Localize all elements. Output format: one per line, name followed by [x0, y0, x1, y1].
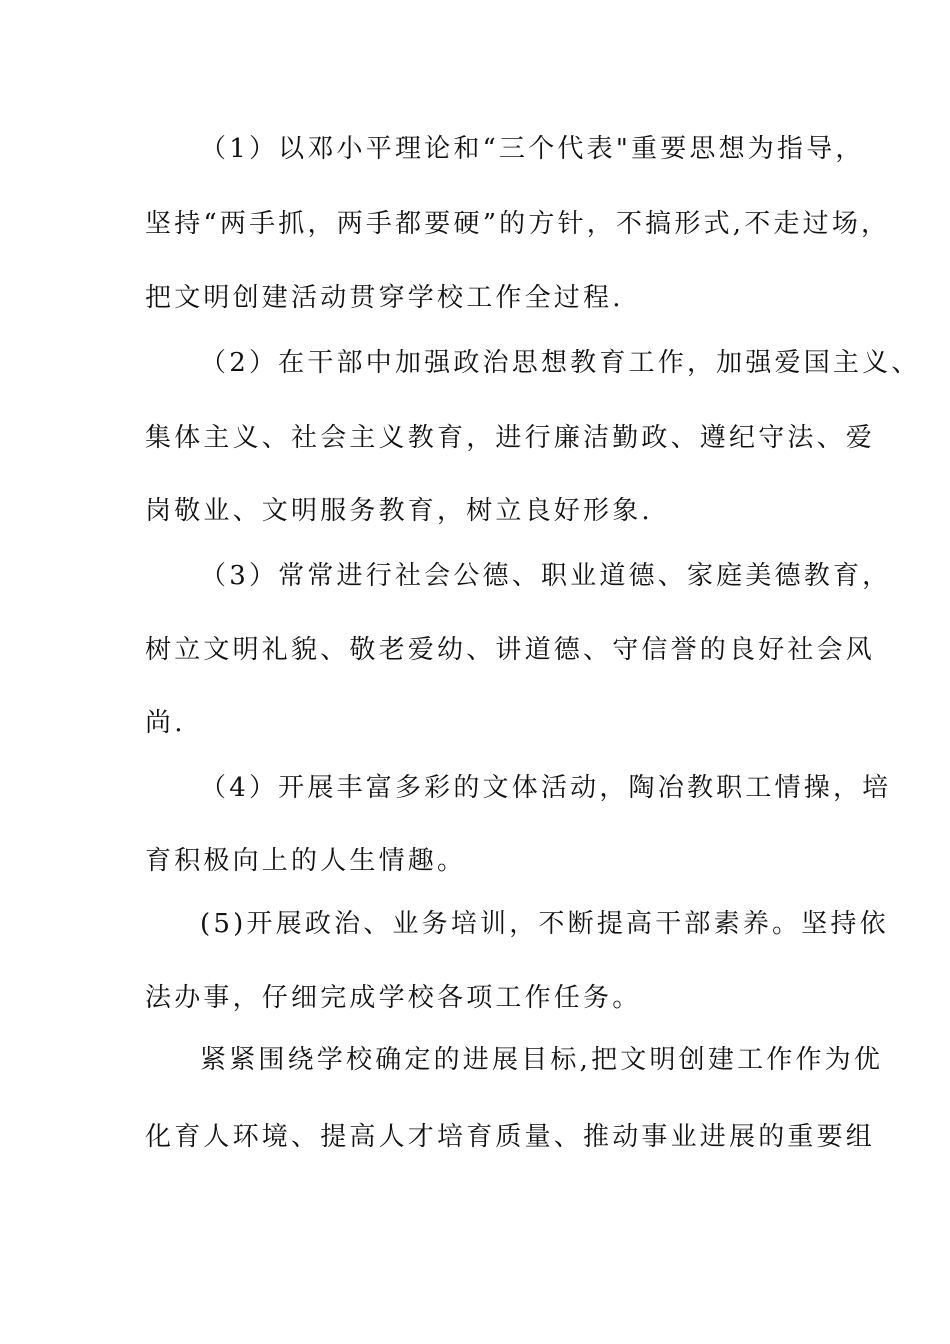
paragraph-1-line-1: （1）以邓小平理论和“三个代表"重要思想为指导，: [200, 134, 865, 164]
paragraph-2-line-1: （2）在干部中加强政治思想教育工作，加强爱国主义、: [200, 348, 921, 378]
paragraph-5-line-1: (5)开展政治、业务培训，不断提高干部素养。坚持依: [200, 909, 889, 939]
paragraph-1-line-3: 把文明创建活动贯穿学校工作全过程.: [145, 283, 624, 313]
paragraph-2-line-2: 集体主义、社会主义教育，进行廉洁勤政、遵纪守法、爱: [145, 423, 876, 453]
paragraph-4-line-2: 育积极向上的人生情趣。: [145, 846, 467, 876]
paragraph-4-line-1: （4）开展丰富多彩的文体活动，陶冶教职工情操，培: [200, 773, 892, 803]
paragraph-3-line-1: （3）常常进行社会公德、职业道德、家庭美德教育，: [200, 561, 892, 591]
paragraph-3-line-3: 尚.: [145, 708, 186, 738]
paragraph-5-line-2: 法办事，仔细完成学校各项工作任务。: [145, 983, 642, 1013]
paragraph-2-line-3: 岗敬业、文明服务教育，树立良好形象.: [145, 496, 653, 526]
paragraph-3-line-2: 树立文明礼貌、敬老爱幼、讲道德、守信誉的良好社会风: [145, 635, 876, 665]
paragraph-1-line-2: 坚持“两手抓，两手都要硬”的方针，不搞形式,不走过场，: [145, 209, 891, 239]
paragraph-6-line-1: 紧紧围绕学校确定的进展目标,把文明创建工作作为优: [200, 1045, 884, 1075]
paragraph-6-line-2: 化育人环境、提高人才培育质量、推动事业进展的重要组: [145, 1122, 876, 1152]
